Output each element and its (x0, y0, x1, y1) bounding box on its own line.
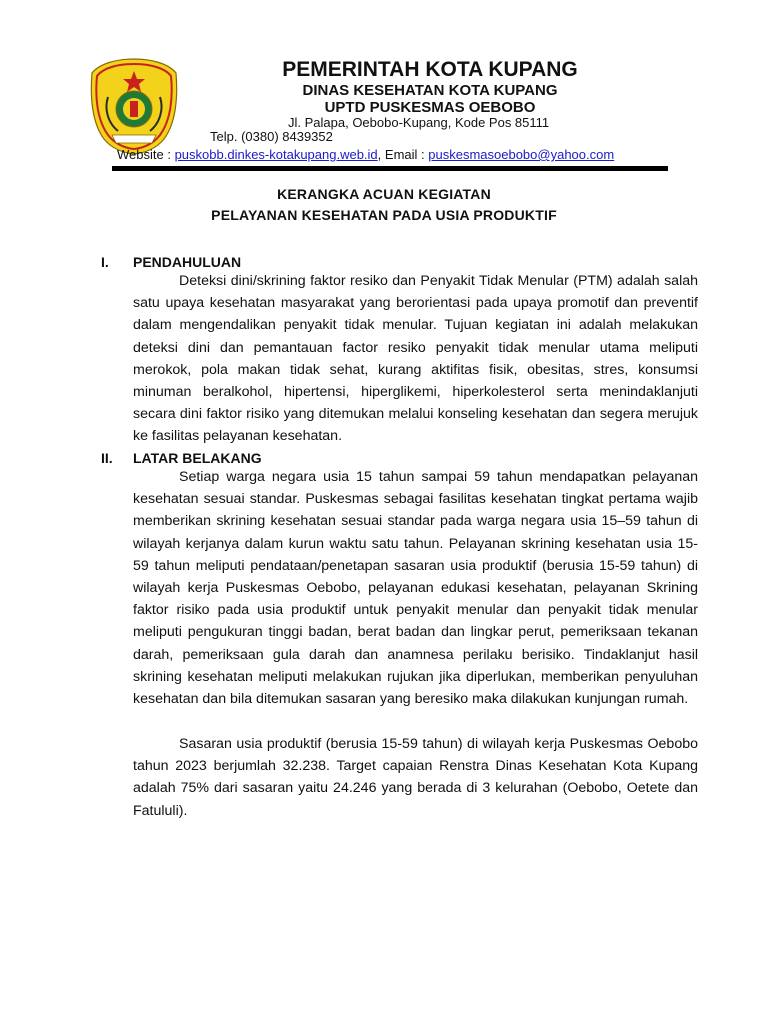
section-paragraph: Setiap warga negara usia 15 tahun sampai 59 tahun mendapatkan pelayanan kesehatan sesuai standar. Puskesmas sebagai fasilitas kesehatan tingkat pertama wajib memberikan skrining kesehatan sesuai standar pada warga negara usia 15–59 tahun di wilayah kerjanya dalam kurun waktu satu tahun. Pelayanan skrining kesehatan usia 15-59 tahun meliputi pendataan/penetapan sasaran usia produktif (berusia 15-59 tahun) di wilayah kerja Puskesmas Oebobo, pelayanan edukasi kesehatan, pelayanan Skrining faktor risiko pada usia produktif untuk penyakit menular dan penyakit tidak menular meliputi pengukuran tinggi badan, berat badan dan lingkar perut, pemeriksaan tekanan darah, pemeriksaan gula darah dan anamnesa perilaku berisiko. Tindaklanjut hasil skrining kesehatan meliputi melakukan rujukan jika diperlukan, memberikan penyuluhan kesehatan dan bila ditemukan sasaran yang beresiko maka dilakukan kunjungan rumah. (133, 469, 698, 708)
email-label: , Email : (377, 147, 425, 162)
document-title: KERANGKA ACUAN KEGIATAN (277, 186, 491, 202)
letterhead-phone: Telp. (0380) 8439352 (210, 129, 333, 144)
letterhead-department-name: DINAS KESEHATAN KOTA KUPANG (302, 82, 558, 99)
section-paragraph: Sasaran usia produktif (berusia 15-59 tahun) di wilayah kerja Puskesmas Oebobo tahun 2023 berjumlah 32.238. Target capaian Renstra Dinas Kesehatan Kota Kupang adalah 75% dari sasaran yaitu 24.246 yang berada di 3 kelurahan (Oebobo, Oetete dan Fatululi). (133, 736, 698, 819)
section-paragraph: Deteksi dini/skrining faktor resiko dan Penyakit Tidak Menular (PTM) adalah salah satu upaya kesehatan masyarakat yang berorientasi pada upaya promotif dan preventif dalam mengendalikan penyakit tidak menular. Tujuan kegiatan ini adalah melakukan deteksi dini dan pemantauan factor resiko penyakit tidak menular utama meliputi merokok, pola makan tidak sehat, kurang aktifitas fisik, obesitas, stres, konsumsi minuman beralkohol, hipertensi, hiperglikemi, hiperkolesterol serta menindaklanjuti secara dini faktor risiko yang ditemukan melalui konseling kesehatan dan segera merujuk ke fasilitas pelayanan kesehatan. (133, 273, 698, 445)
section-number: II. (101, 450, 113, 466)
letterhead-divider (112, 166, 668, 171)
letterhead-unit-name: UPTD PUSKESMAS OEBOBO (324, 99, 536, 116)
letterhead-address: Jl. Palapa, Oebobo-Kupang, Kode Pos 85111 (288, 115, 550, 130)
email-link[interactable]: puskesmasoebobo@yahoo.com (428, 147, 615, 162)
website-link[interactable]: puskobb.dinkes-kotakupang.web.id (174, 147, 378, 162)
website-label: Website : (117, 147, 171, 162)
section-number: I. (101, 254, 109, 270)
document-subtitle: PELAYANAN KESEHATAN PADA USIA PRODUKTIF (211, 207, 557, 223)
section-heading: LATAR BELAKANG (133, 450, 262, 466)
letterhead-government-name: PEMERINTAH KOTA KUPANG (282, 58, 578, 81)
section-heading: PENDAHULUAN (133, 254, 242, 270)
letterhead-contact-line (117, 147, 614, 162)
